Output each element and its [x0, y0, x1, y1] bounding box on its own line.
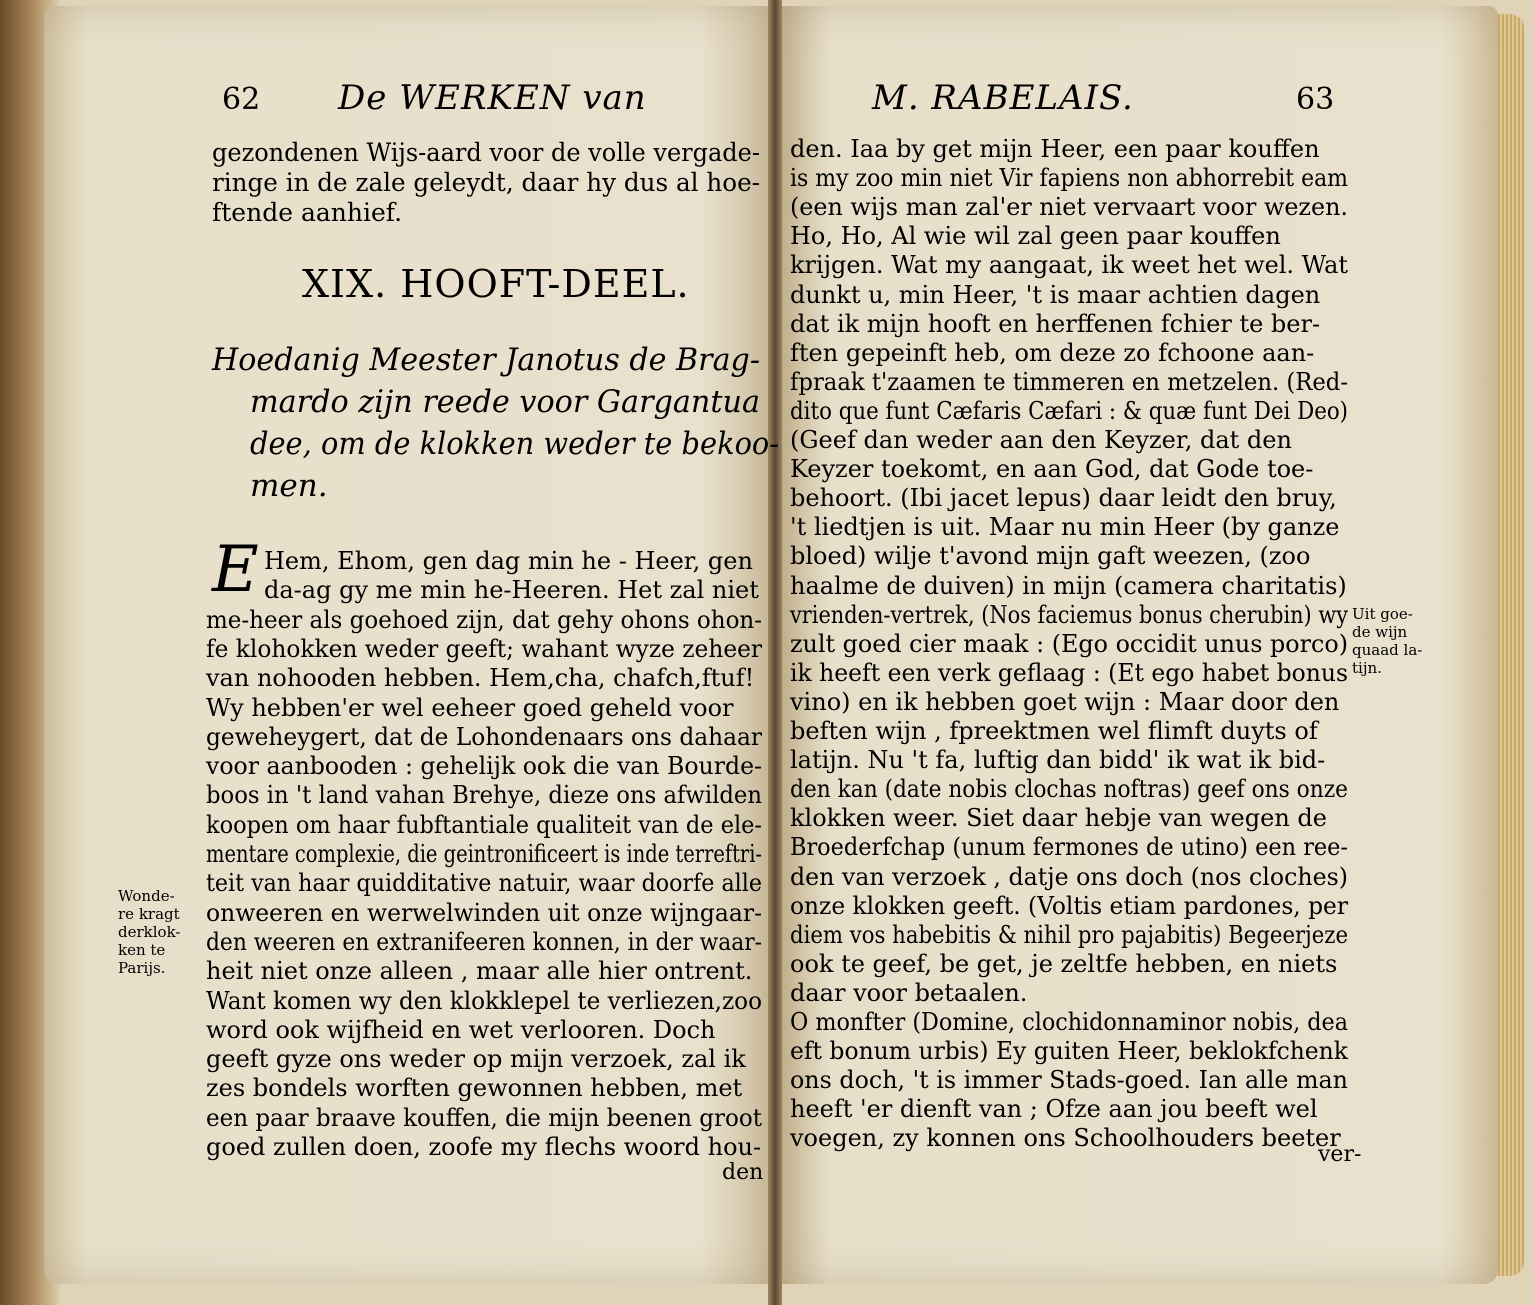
text-line: gezondenen Wijs-aard voor de volle vergade- — [212, 138, 760, 167]
text-line: O monfter (Domine, clochidonnaminor nobis, dea — [790, 1008, 1348, 1036]
text-line: Hem, Ehom, gen dag min he - Heer, gen — [264, 547, 753, 575]
margin-note-line: de wijn — [1352, 623, 1408, 641]
text-line: 't liedtjen is uit. Maar nu min Heer (by ganze — [790, 513, 1340, 542]
left-running-head: De WERKEN van — [338, 78, 647, 118]
text-line: Broederfchap (unum fermones de utino) een ree- — [790, 833, 1348, 862]
margin-note-line: ken te — [118, 941, 166, 959]
text-line: vino) en ik hebben goet wijn : Maar door den — [790, 687, 1340, 716]
margin-note-line: quaad la- — [1352, 641, 1423, 659]
text-line: heit niet onze alleen , maar alle hier ontrent. — [206, 957, 753, 986]
text-line: da-ag gy me min he-Heeren. Het zal niet — [264, 576, 759, 605]
text-line: den. Iaa by get mijn Heer, een paar kouffen — [790, 135, 1320, 163]
book-gutter — [768, 0, 782, 1305]
text-line: vrienden-vertrek, (Nos faciemus bonus cherubin) wy — [790, 600, 1348, 629]
text-line: Ho, Ho, Al wie wil zal geen paar kouffen — [790, 222, 1281, 251]
left-page-number: 62 — [222, 82, 261, 117]
text-line: onze klokken geeft. (Voltis etiam pardones, per — [790, 891, 1348, 920]
text-line: den kan (date nobis clochas noftras) geef ons onze — [790, 775, 1348, 804]
text-line: dat ik mijn hooft en herffenen fchier te ber- — [790, 309, 1321, 338]
margin-note-line: tijn. — [1352, 659, 1382, 677]
text-line: mentare complexie, die geintronificeert is inde terreftri- — [206, 840, 762, 868]
text-line: bloed) wilje t'avond mijn gaft weezen, (zoo — [790, 542, 1311, 571]
text-line: den van verzoek , datje ons doch (nos cloches) — [790, 862, 1348, 891]
text-line: daar voor betaalen. — [790, 978, 1028, 1007]
text-line: Hoedanig Meester Janotus de Brag- — [212, 342, 760, 378]
text-line: word ook wijfheid en wet verlooren. Doch — [206, 1015, 716, 1044]
left-catchword: den — [722, 1160, 764, 1185]
text-line: een paar braave kouffen, die mijn beenen groot — [206, 1103, 762, 1132]
text-line: zult goed cier maak : (Ego occidit unus porco) — [790, 629, 1348, 658]
chapter-heading: XIX. HOOFT-DEEL. — [302, 262, 690, 306]
drop-cap: E — [212, 533, 259, 607]
text-line: latijn. Nu 't fa, luftig dan bidd' ik wat ik bid- — [790, 746, 1326, 775]
text-line: mardo zijn reede voor Gargantua — [250, 384, 760, 420]
text-line: Keyzer toekomt, en aan God, dat Gode toe- — [790, 455, 1314, 484]
text-line: fe klohokken weder geeft; wahant wyze zeheer — [206, 634, 762, 663]
text-line: dito que funt Cæfaris Cæfari : & quæ funt Dei Deo) — [790, 396, 1348, 425]
text-line: zes bondels worften gewonnen hebben, met — [206, 1074, 743, 1103]
text-line: voor aanbooden : gehelijk ook die van Bourde- — [206, 752, 762, 781]
text-line: Wy hebben'er wel eeheer goed geheld voor — [206, 693, 734, 722]
margin-note-line: Parijs. — [118, 959, 166, 977]
margin-note-line: derklok- — [118, 923, 181, 941]
text-line: ook te geef, be get, je zeltfe hebben, en niets — [790, 949, 1338, 978]
text-line: geweheygert, dat de Lohondenaars ons dahaar — [206, 722, 762, 751]
text-line: me-heer als goehoed zijn, dat gehy ohons ohon- — [206, 605, 762, 634]
text-line: klokken weer. Siet daar hebje van wegen de — [790, 804, 1327, 833]
text-line: men. — [250, 468, 328, 504]
text-line: (Geef dan weder aan den Keyzer, dat den — [790, 426, 1292, 454]
margin-note-line: Wonde- — [118, 887, 175, 905]
text-line: behoort. (Ibi jacet lepus) daar leidt den bruy, — [790, 484, 1337, 513]
text-line: diem vos habebitis & nihil pro pajabitis) Begeerjeze — [790, 920, 1348, 949]
text-line: ik heeft een verk geflaag : (Et ego habet bonus — [790, 658, 1348, 687]
text-line: teit van haar quidditative natuir, waar doorfe alle — [206, 869, 762, 898]
text-line: koopen om haar fubftantiale qualiteit van de ele- — [206, 810, 762, 839]
text-line: fpraak t'zaamen te timmeren en metzelen. (Red- — [790, 367, 1348, 396]
text-line: goed zullen doen, zoofe my flechs woord hou- — [206, 1133, 762, 1161]
text-line: eft bonum urbis) Ey guiten Heer, beklokfchenk — [790, 1037, 1348, 1066]
right-catchword: ver- — [1318, 1142, 1362, 1167]
text-line: ften gepeinft heb, om deze zo fchoone aan- — [790, 338, 1315, 367]
text-line: ons doch, 't is immer Stads-goed. Ian alle man — [790, 1066, 1348, 1095]
text-line: ftende aanhief. — [212, 198, 403, 227]
text-line: ringe in de zale geleydt, daar hy dus al hoe- — [212, 168, 760, 197]
text-line: heeft 'er dienft van ; Ofze aan jou beeft wel — [790, 1095, 1318, 1124]
page-edges — [1498, 14, 1524, 1276]
right-running-head: M. RABELAIS. — [872, 78, 1134, 118]
margin-note-line: Uit goe- — [1352, 605, 1413, 623]
text-line: dee, om de klokken weder te bekoo- — [250, 426, 780, 462]
text-line: den weeren en extranifeeren konnen, in der waar- — [206, 927, 762, 956]
text-line: Want komen wy den klokklepel te verliezen,zoo — [206, 986, 762, 1015]
text-line: voegen, zy konnen ons Schoolhouders beeter — [790, 1124, 1341, 1153]
text-line: haalme de duiven) in mijn (camera charitatis) — [790, 571, 1347, 600]
text-line: van nohooden hebben. Hem,cha, chafch,ftuf! — [206, 664, 755, 693]
text-line: krijgen. Wat my aangaat, ik weet het wel. Wat — [790, 251, 1348, 280]
text-line: onweeren en werwelwinden uit onze wijngaar- — [206, 898, 762, 927]
text-line: geeft gyze ons weder op mijn verzoek, zal ik — [206, 1045, 746, 1074]
margin-note-line: re kragt — [118, 905, 180, 923]
text-line: (een wijs man zal'er niet vervaart voor wezen. — [790, 193, 1348, 222]
text-line: dunkt u, min Heer, 't is maar achtien dagen — [790, 280, 1321, 309]
text-line: boos in 't land vahan Brehye, dieze ons afwilden — [206, 781, 762, 810]
text-line: beften wijn , fpreektmen wel flimft duyts of — [790, 717, 1318, 745]
text-line: is my zoo min niet Vir fapiens non abhorrebit eam — [790, 164, 1348, 193]
right-page-number: 63 — [1296, 82, 1335, 117]
